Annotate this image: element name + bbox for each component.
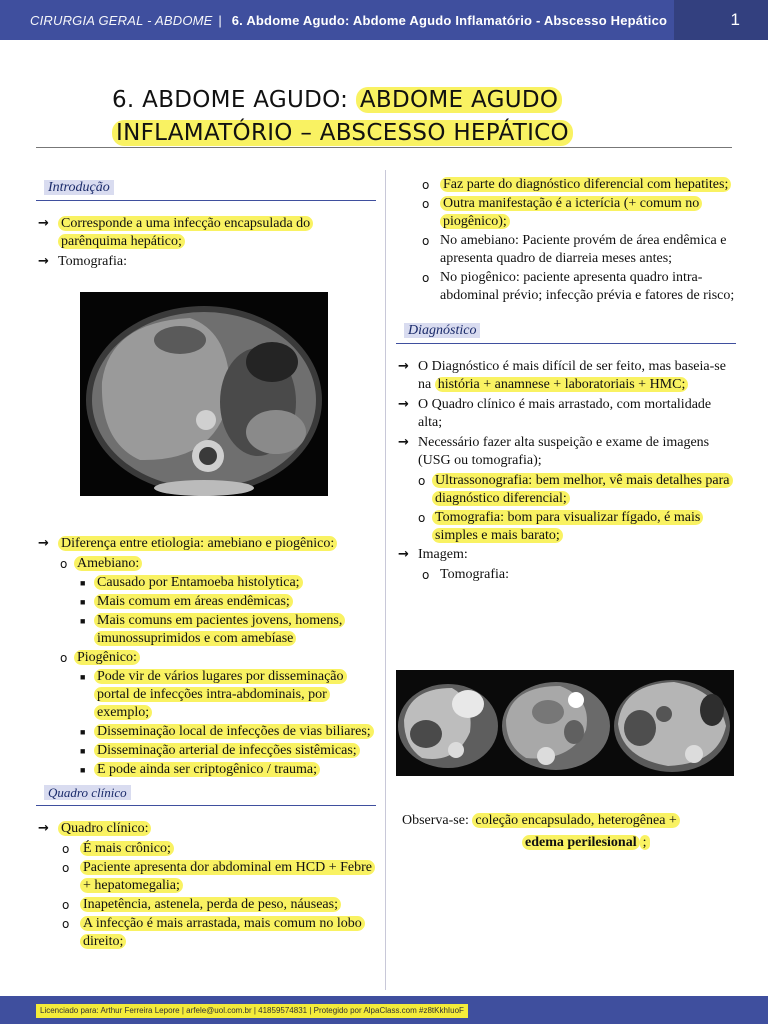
square-bullet-icon: ■: [80, 578, 86, 588]
observation-text: Observa-se: coleção encapsulado, heterogênea + edema perilesional ;: [402, 810, 732, 854]
right-column: [396, 176, 736, 585]
list-item: ■ Disseminação arterial de infecções sistêmicas;: [36, 742, 376, 760]
list-item: o Ultrassonografia: bem melhor, vê mais detalhes para diagnóstico diferencial;: [396, 472, 736, 508]
list-item: → Quadro clínico:: [36, 820, 376, 838]
list-item: o Inapetência, astenela, perda de peso, náuseas;: [36, 896, 376, 914]
title-divider: [36, 147, 732, 148]
arrow-icon: →: [38, 254, 49, 269]
arrow-icon: →: [398, 547, 409, 562]
list-item: o Tomografia: bom para visualizar fígado, é mais simples e mais barato;: [396, 509, 736, 545]
circle-bullet-icon: o: [62, 861, 70, 875]
separator: |: [218, 12, 222, 28]
circle-bullet-icon: o: [62, 898, 70, 912]
arrow-icon: →: [38, 536, 49, 551]
list-item: o Paciente apresenta dor abdominal em HCD + Febre + hepatomegalia;: [36, 859, 376, 895]
circle-bullet-icon: o: [62, 917, 70, 931]
list-item: o A infecção é mais arrastada, mais comum no lobo direito;: [36, 915, 376, 951]
page-title: [112, 84, 672, 150]
title-highlight-2: INFLAMATÓRIO – ABSCESSO HEPÁTICO: [112, 120, 573, 146]
section-heading-introducao: Introdução: [36, 176, 376, 201]
title-highlight-1: ABDOME AGUDO: [356, 87, 562, 113]
circle-bullet-icon: o: [422, 234, 430, 248]
square-bullet-icon: ■: [80, 597, 86, 607]
list-item: → O Quadro clínico é mais arrastado, com mortalidade alta;: [398, 397, 712, 430]
list-item: → Tomografia:: [38, 254, 127, 269]
column-divider: [385, 170, 386, 990]
list-item: o Outra manifestação é a icterícia (+ comum no piogênico);: [396, 195, 736, 231]
title-plain: 6. ABDOME AGUDO:: [112, 87, 356, 113]
arrow-icon: →: [38, 821, 49, 836]
circle-bullet-icon: o: [60, 651, 68, 665]
ct-image-series: [396, 670, 734, 776]
chapter-title: 6. Abdome Agudo: Abdome Agudo Inflamatório - Abscesso Hepático: [231, 12, 668, 28]
list-item: o É mais crônico;: [36, 840, 376, 858]
circle-bullet-icon: o: [418, 511, 426, 525]
list-item: o Tomografia:: [422, 567, 509, 582]
square-bullet-icon: ■: [80, 765, 86, 775]
circle-bullet-icon: o: [418, 474, 426, 488]
section-heading-quadro-clinico: Quadro clínico: [36, 781, 376, 806]
list-item: ■ Mais comuns em pacientes jovens, homens, imunossuprimidos e com amebíase: [36, 612, 376, 648]
ct-image-abscess: [80, 292, 328, 496]
section-heading-diagnostico: Diagnóstico: [396, 319, 736, 344]
arrow-icon: →: [398, 435, 409, 450]
license-notice: Licenciado para: Arthur Ferreira Lepore | arfele@uol.com.br | 41859574831 | Protegido por AlpaClass.com #z8tKkhIuoF: [36, 1004, 468, 1018]
section-label: CIRURGIA GERAL - ABDOME: [30, 12, 213, 28]
square-bullet-icon: ■: [80, 727, 86, 737]
square-bullet-icon: ■: [80, 672, 86, 682]
list-item: ■ Pode vir de vários lugares por disseminação portal de infecções intra-abdominais, por exemplo;: [36, 668, 376, 722]
list-item: o Amebiano:: [36, 555, 376, 573]
list-item: ■ Causado por Entamoeba histolytica;: [36, 574, 376, 592]
list-item: → Necessário fazer alta suspeição e exame de imagens (USG ou tomografia);: [398, 435, 710, 468]
list-item: → Corresponde a uma infecção encapsulada do parênquima hepático;: [36, 215, 376, 251]
list-item: → Imagem:: [398, 547, 468, 562]
breadcrumb: [0, 13, 674, 28]
header-bar: [0, 0, 768, 40]
list-item: o Faz parte do diagnóstico diferencial com hepatites;: [396, 176, 736, 194]
list-item: o No amebiano: Paciente provém de área endêmica e apresenta quadro de diarreia meses antes;: [422, 233, 727, 266]
square-bullet-icon: ■: [80, 616, 86, 626]
square-bullet-icon: ■: [80, 746, 86, 756]
arrow-icon: →: [398, 359, 409, 374]
arrow-icon: →: [38, 216, 49, 231]
list-item: → O Diagnóstico é mais difícil de ser feito, mas baseia-se na história + anamnese + laboratoriais + HMC;: [398, 359, 726, 392]
circle-bullet-icon: o: [422, 568, 430, 582]
page-number: 1: [674, 0, 768, 40]
list-item: o Piogênico:: [36, 649, 376, 667]
circle-bullet-icon: o: [422, 178, 430, 192]
list-item: ■ Disseminação local de infecções de vias biliares;: [36, 723, 376, 741]
circle-bullet-icon: o: [422, 271, 430, 285]
circle-bullet-icon: o: [62, 842, 70, 856]
list-item: ■ E pode ainda ser criptogênico / trauma;: [36, 761, 376, 779]
arrow-icon: →: [398, 397, 409, 412]
circle-bullet-icon: o: [60, 557, 68, 571]
list-item: o No piogênico: paciente apresenta quadro intra-abdominal prévio; infecção prévia e fatores de risco;: [422, 270, 735, 303]
list-item: ■ Mais comum em áreas endêmicas;: [36, 593, 376, 611]
circle-bullet-icon: o: [422, 197, 430, 211]
list-item: → Diferença entre etiologia: amebiano e piogênico:: [36, 535, 376, 553]
